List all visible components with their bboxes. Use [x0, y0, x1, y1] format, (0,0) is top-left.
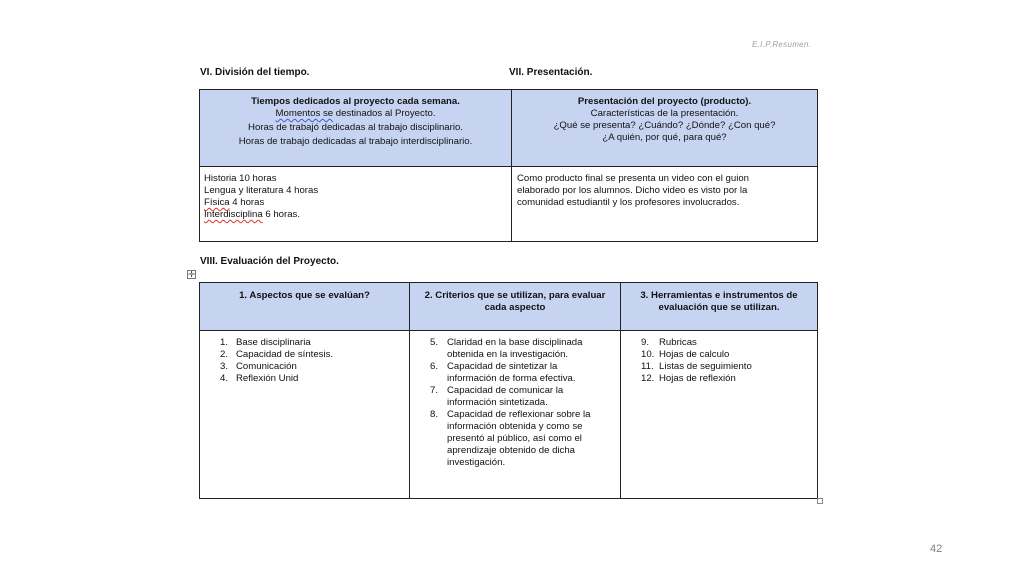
table2-col1-header: [200, 283, 409, 330]
list-item: 5. Claridad en la base disciplinada obtenida en la investigación.: [430, 337, 583, 360]
aspects-header: 1. Aspectos que se evalúan?: [239, 290, 370, 301]
page-number: 42: [930, 543, 943, 555]
list-item: 4. Reflexión Unid: [220, 373, 299, 384]
list-item: 9. Rubricas: [641, 337, 697, 348]
aspects-list: [220, 337, 409, 385]
list-item: 3. Comunicación: [220, 361, 297, 372]
presentation-header-line4: ¿A quién, por qué, para qué?: [602, 132, 727, 143]
table2-col2-body: [409, 331, 620, 498]
time-presentation-table: [199, 89, 818, 242]
presentation-header-title: Presentación del proyecto (producto).: [577, 96, 752, 107]
list-item: 10. Hojas de calculo: [641, 349, 730, 360]
list-item: 7. Capacidad de comunicar la información sintetizada.: [430, 385, 564, 408]
section-vi-title: VI. División del tiempo.: [200, 67, 310, 78]
hours-language: Lengua y literatura 4 horas: [204, 185, 319, 196]
list-item: 12. Hojas de reflexión: [641, 373, 736, 384]
table2-col3-header: [620, 283, 817, 330]
evaluation-table: [199, 282, 818, 499]
list-item: 8. Capacidad de reflexionar sobre la información obtenida y como se presentó al público, así como el aprendizaje obtenido de dicha investigación.: [430, 409, 591, 468]
presentation-header-line3: ¿Qué se presenta? ¿Cuándo? ¿Dónde? ¿Con qué?: [553, 120, 776, 131]
hours-physics-value: 4 horas: [229, 197, 265, 208]
presentation-body-line3: comunidad estudiantil y los profesores involucrados.: [517, 197, 740, 208]
hours-interdiscipline: [204, 209, 507, 221]
time-header-line4: Horas de trabajo dedicadas al trabajo interdisciplinario.: [238, 136, 473, 147]
time-header-line3: Horas de trabajó dedicadas al trabajo disciplinario.: [248, 122, 463, 133]
list-item: 11. Listas de seguimiento: [641, 361, 752, 372]
section-vii-title: VII. Presentación.: [509, 67, 593, 78]
tools-list: [641, 337, 817, 385]
table-resize-handle-icon[interactable]: [817, 498, 823, 504]
hours-interdiscipline-word: Interdisciplina: [204, 209, 263, 220]
list-item: 6. Capacidad de sintetizar la información de forma efectiva.: [430, 361, 576, 384]
table-move-handle-icon[interactable]: ✛: [188, 270, 195, 279]
tools-header-line1: 3. Herramientas e instrumentos de: [640, 290, 798, 301]
section-viii-title: VIII. Evaluación del Proyecto.: [200, 256, 339, 267]
presentation-header-line2: Características de la presentación.: [590, 108, 739, 119]
presentation-body-line2: elaborado por los alumnos. Dicho video es visto por la: [517, 185, 748, 196]
hours-interdiscipline-value: 6 horas.: [262, 209, 301, 220]
criteria-list: [430, 337, 620, 469]
time-header-line2b: destinados al Proyecto.: [333, 108, 436, 119]
tools-header-line2: evaluación que se utilizan.: [658, 302, 780, 313]
table1-col1-header: [200, 90, 511, 166]
list-item: 1. Base disciplinaria: [220, 337, 311, 348]
table2-col2-header: [409, 283, 620, 330]
hours-physics: [204, 197, 507, 209]
table1-col2-header: [511, 90, 817, 166]
time-header-title: Tiempos dedicados al proyecto cada semana.: [251, 96, 460, 107]
hours-physics-word: Física: [204, 197, 230, 208]
time-header-line2a: Momentos se: [275, 108, 334, 119]
criteria-header-line2: cada aspecto: [484, 302, 546, 313]
presentation-body-line1: Como producto final se presenta un video con el guion: [517, 173, 749, 184]
table2-col3-body: [620, 331, 817, 498]
time-header-line2: [200, 108, 511, 120]
header-note: E.I.P.Resumen.: [752, 40, 812, 49]
table1-header-row: [200, 90, 817, 167]
table1-col2-body: [511, 167, 817, 241]
list-item: 2. Capacidad de síntesis.: [220, 349, 334, 360]
hours-history: Historia 10 horas: [204, 173, 277, 184]
table2-header-row: [200, 283, 817, 331]
table1-body-row: [200, 167, 817, 241]
table1-col1-body: [200, 167, 511, 241]
table2-body-row: [200, 331, 817, 498]
table2-col1-body: [200, 331, 409, 498]
criteria-header-line1: 2. Criterios que se utilizan, para evaluar: [424, 290, 606, 301]
